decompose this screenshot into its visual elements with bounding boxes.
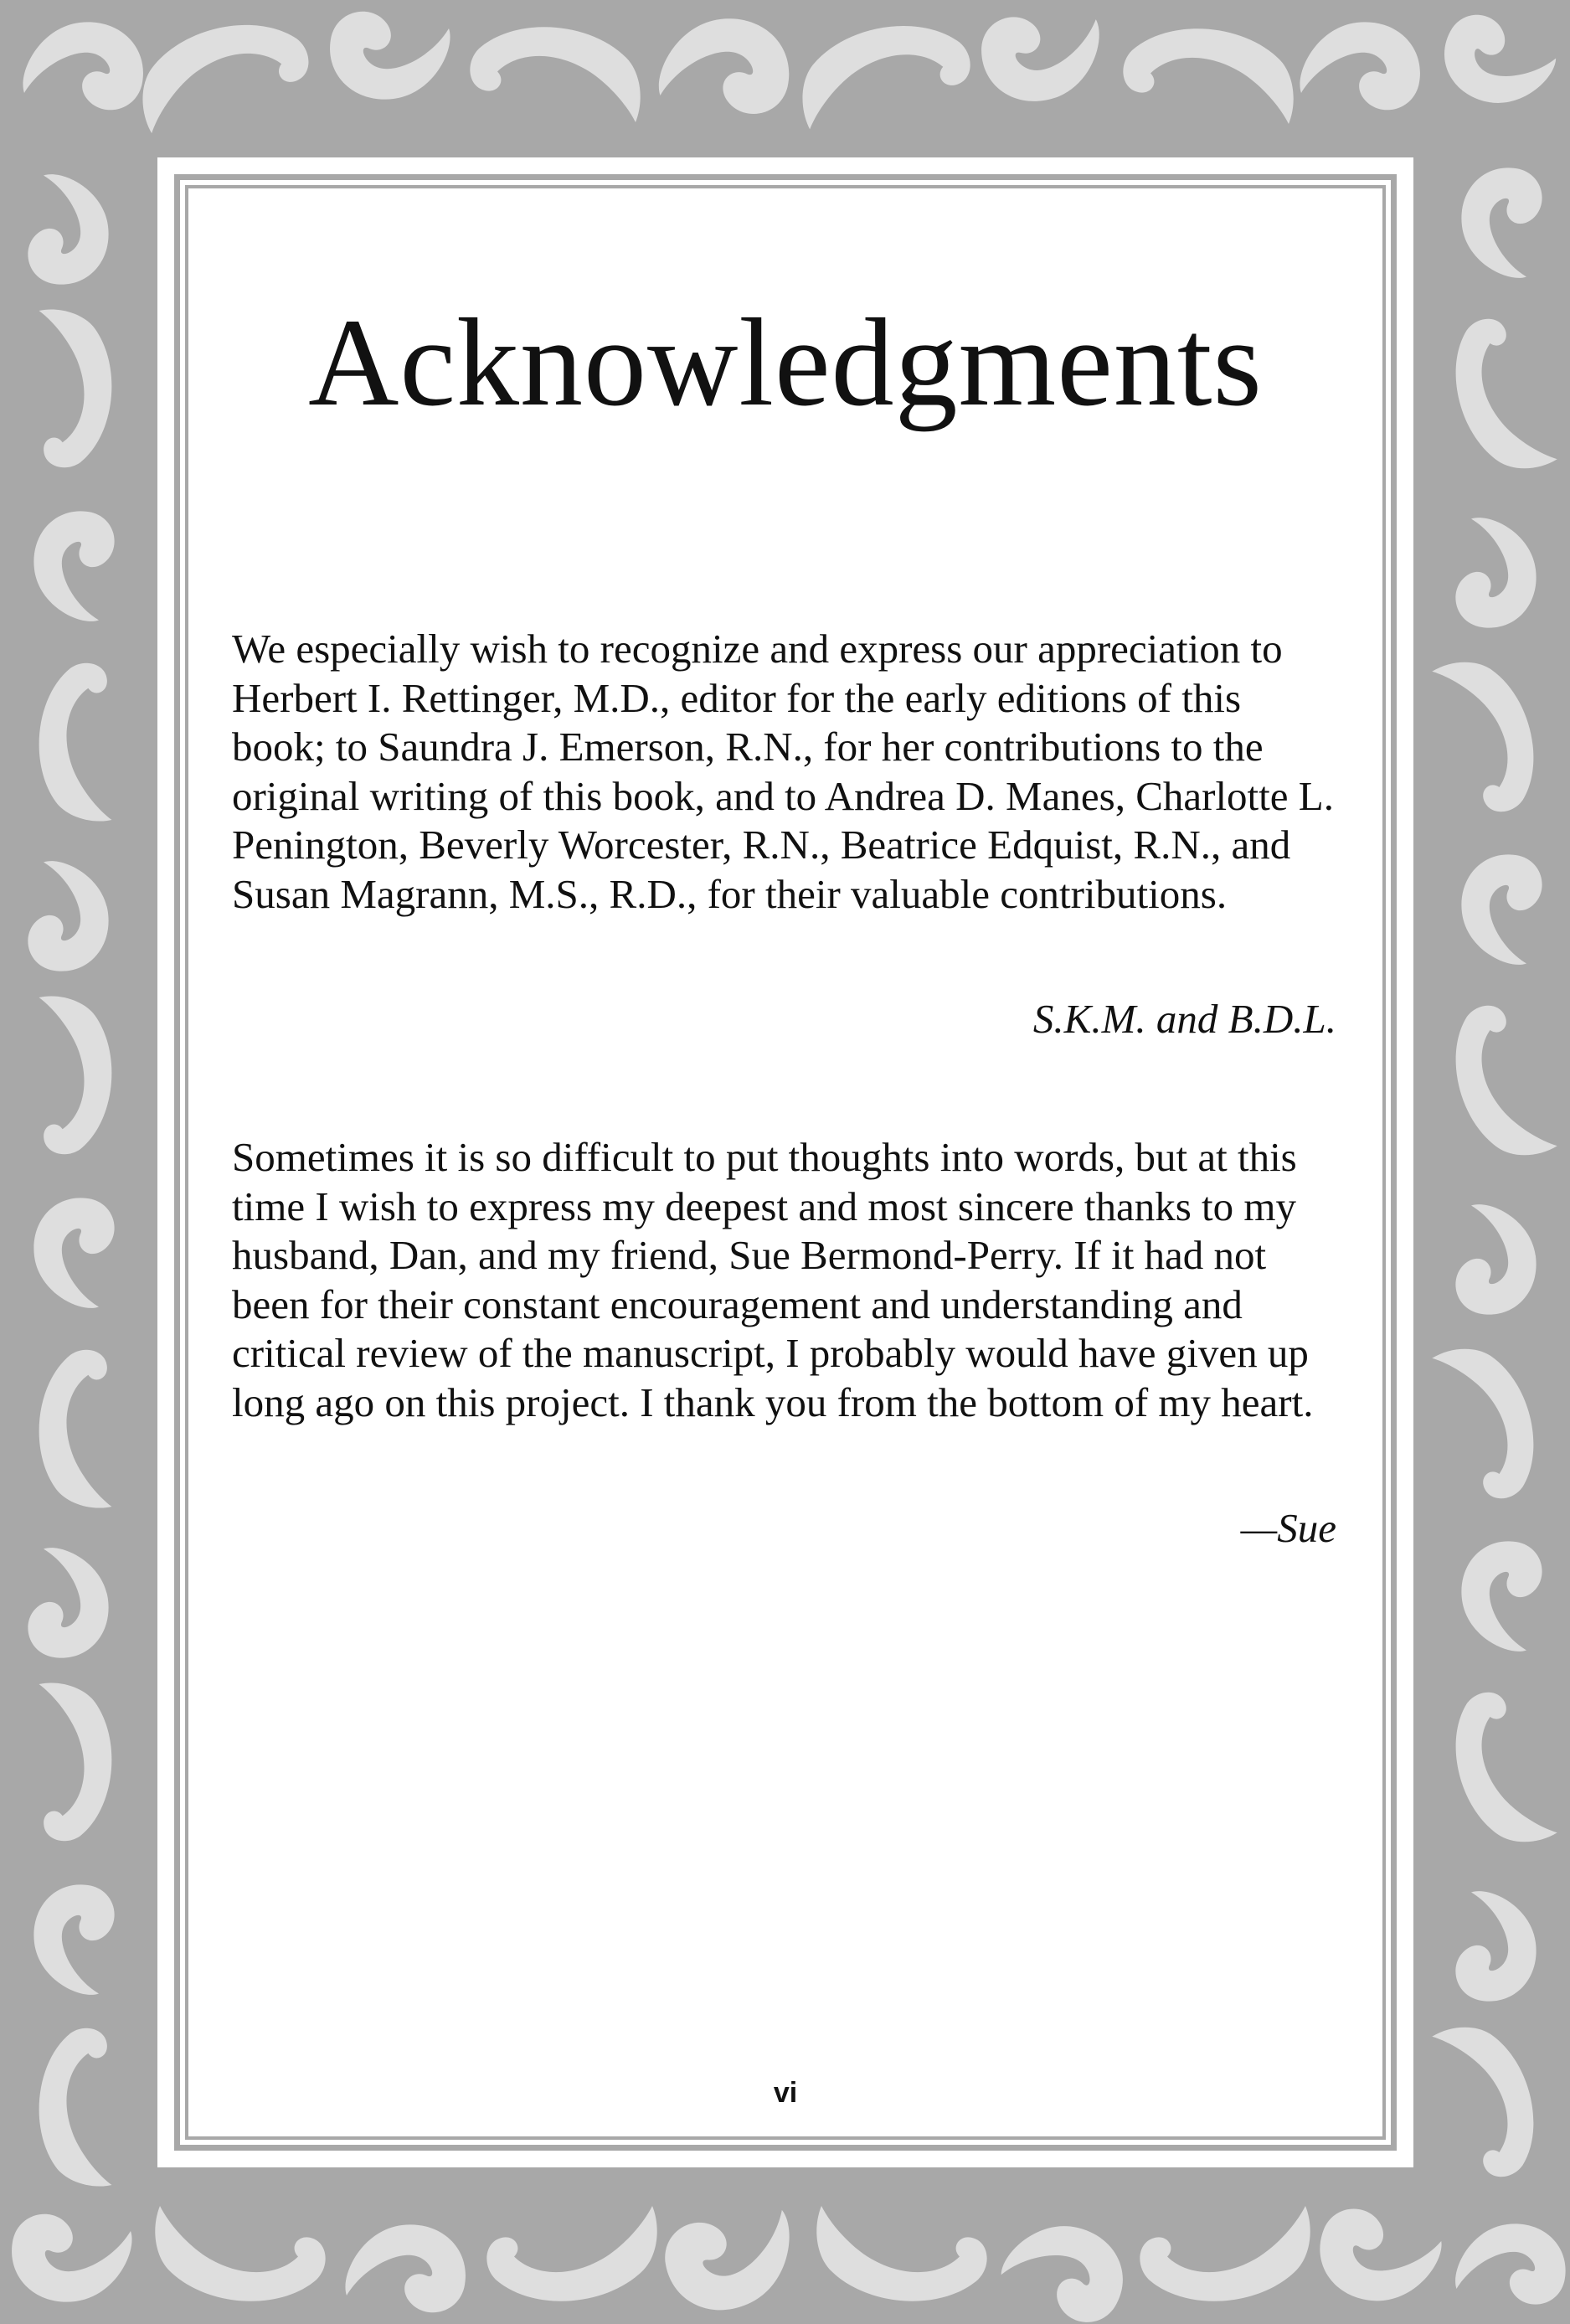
paragraph-signature: —Sue [1240,1505,1336,1551]
acknowledgment-paragraph: Sometimes it is so difficult to put thoughts into words, but at this time I wish to express my deepest and most sincere thanks to my husband, Dan, and my friend, Sue Bermond-Perry. If it had not been for their constant encouragement and understanding and critical review of the manuscript, I probably would have given up long ago on this project. I thank you from the bottom of my heart. [232,1134,1314,1425]
page-title: Acknowledgments [308,293,1263,432]
page-number: vi [773,2077,798,2109]
top-border-scrolls [23,3,1562,134]
bottom-border-scrolls [12,2193,1566,2324]
acknowledgment-paragraph: We especially wish to recognize and express our appreciation to Herbert I. Rettinger, M.D., editor for the early editions of this book; to Saundra J. Emerson, R.N., for her contributions to the original writing of this book, and to Andrea D. Manes, Charlotte L. Penington, Beverly Worcester, R.N., Beatrice Edquist, R.N., and Susan Magrann, M.S., R.D., for their valuable contributions. [232,626,1334,917]
page-panel [157,157,1413,2167]
paragraph-signature: S.K.M. and B.D.L. [1032,996,1336,1042]
left-border-scrolls [13,174,137,2189]
right-border-scrolls [1431,167,1557,2184]
